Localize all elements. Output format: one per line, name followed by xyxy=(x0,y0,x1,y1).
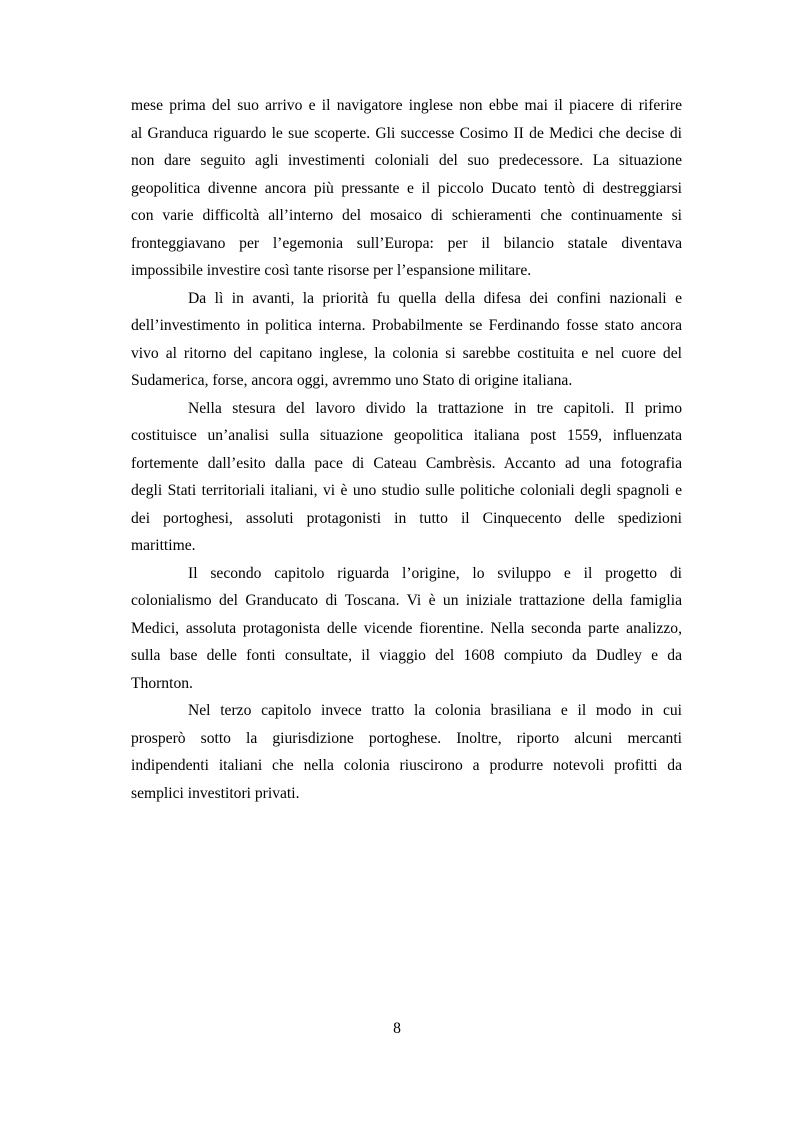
text-line: Il secondo capitolo riguarda l’origine, lo sviluppo e il progetto di xyxy=(188,564,682,582)
text-line: fortemente dall’esito dalla pace di Cateau Cambrèsis. Accanto ad una fotografia xyxy=(131,454,682,472)
text-line: Da lì in avanti, la priorità fu quella della difesa dei confini nazionali e xyxy=(188,289,682,307)
text-line: con varie difficoltà all’interno del mosaico di schieramenti che continuamente si xyxy=(131,207,682,224)
text-line: Nella stesura del lavoro divido la trattazione in tre capitoli. Il primo xyxy=(188,399,682,417)
text-line: vivo al ritorno del capitano inglese, la colonia si sarebbe costituita e nel cuore del xyxy=(131,344,682,362)
paragraph-1 xyxy=(131,92,682,285)
text-line: indipendenti italiani che nella colonia riuscirono a produrre notevoli profitti da xyxy=(131,757,682,774)
paragraph-4 xyxy=(131,560,682,698)
text-line: non dare seguito agli investimenti coloniali del suo predecessore. La situazione xyxy=(131,152,682,169)
page-number: 8 xyxy=(393,1020,401,1037)
text-line: Nel terzo capitolo invece tratto la colonia brasiliana e il modo in cui xyxy=(188,702,682,719)
text-line: impossibile investire così tante risorse per l’espansione militare. xyxy=(131,262,532,279)
text-line: Thornton. xyxy=(131,674,193,692)
text-line: mese prima del suo arrivo e il navigatore inglese non ebbe mai il piacere di riferire xyxy=(131,97,682,114)
text-line: Medici, assoluta protagonista delle vicende fiorentine. Nella seconda parte analizzo, xyxy=(131,619,682,637)
page-body xyxy=(131,92,682,807)
text-line: dell’investimento in politica interna. Probabilmente se Ferdinando fosse stato ancora xyxy=(131,317,682,334)
text-line: al Granduca riguardo le sue scoperte. Gli successe Cosimo II de Medici che decise di xyxy=(131,124,682,142)
text-line: semplici investitori privati. xyxy=(131,784,300,802)
text-line: costituisce un’analisi sulla situazione geopolitica italiana post 1559, influenzata xyxy=(131,427,682,444)
text-line: colonialismo del Granducato di Toscana. Vi è un iniziale trattazione della famiglia xyxy=(131,592,682,609)
text-line: Sudamerica, forse, ancora oggi, avremmo uno Stato di origine italiana. xyxy=(131,372,573,389)
text-line: degli Stati territoriali italiani, vi è uno studio sulle politiche coloniali degli spagnoli e xyxy=(131,482,682,499)
text-line: geopolitica divenne ancora più pressante e il piccolo Ducato tentò di destreggiarsi xyxy=(131,179,682,197)
paragraph-2 xyxy=(131,285,682,395)
text-line: prosperò sotto la giurisdizione portoghese. Inoltre, riporto alcuni mercanti xyxy=(131,729,682,747)
paragraph-5 xyxy=(131,697,682,807)
text-line: marittime. xyxy=(131,537,196,554)
text-line: sulla base delle fonti consultate, il viaggio del 1608 compiuto da Dudley e da xyxy=(131,647,682,664)
text-line: dei portoghesi, assoluti protagonisti in tutto il Cinquecento delle spedizioni xyxy=(131,509,682,527)
text-line: fronteggiavano per l’egemonia sull’Europa: per il bilancio statale diventava xyxy=(131,234,682,252)
paragraph-3 xyxy=(131,395,682,560)
